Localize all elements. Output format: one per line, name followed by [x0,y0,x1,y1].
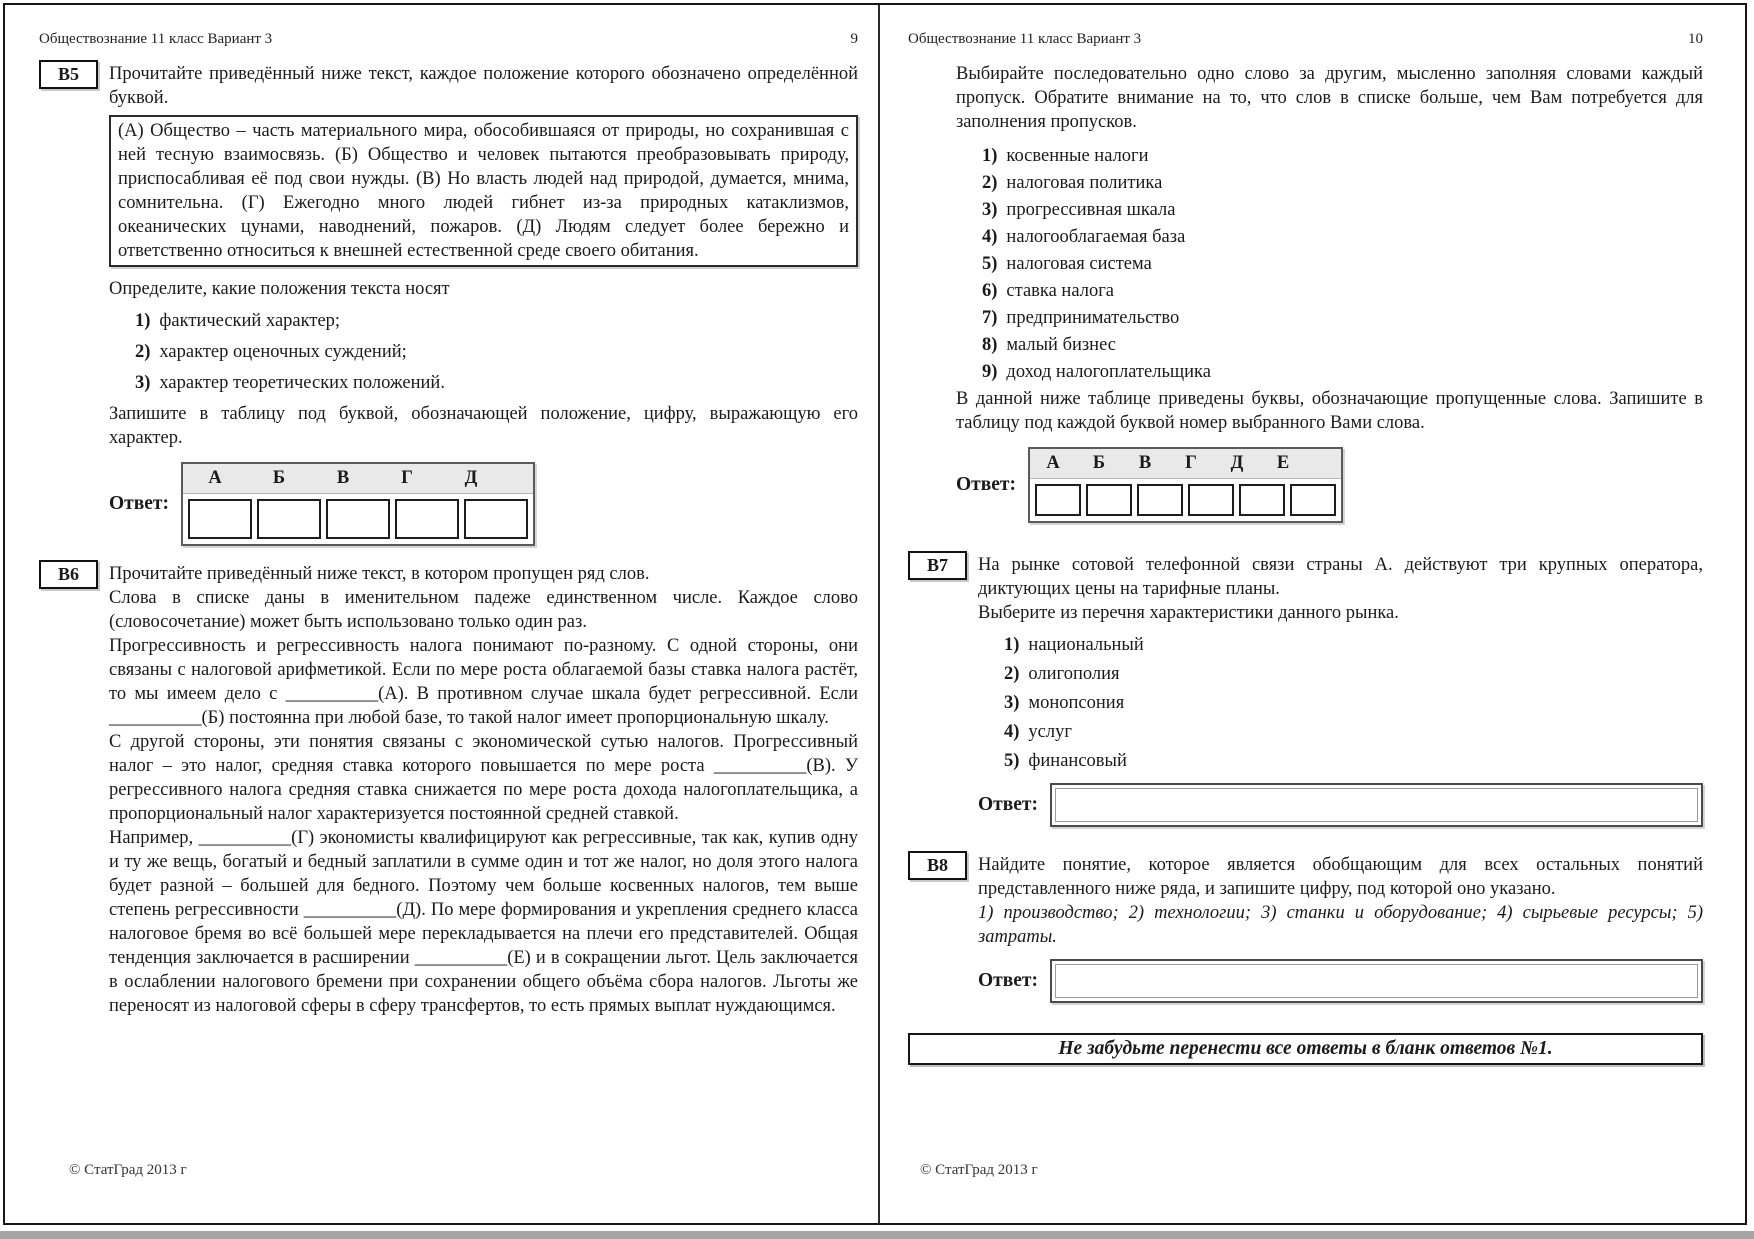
question-text: Прочитайте приведённый ниже текст, каждое положение которого обозначено определённой буквой. [109,64,858,108]
question-b6-body [109,562,858,1018]
option-text: налоговая политика [1006,173,1163,193]
passage-paragraph: Например, __________(Г) экономисты квалифицируют как регрессивные, так как, купив одну и ту же вещь, богатый и бедный заплатили в сумме один и тот же налог, но доля этого налога будет разной – большей для бедного. Поэтому чем больше косвенных налогов, тем выше степень регрессивности __________(Д). По мере формирования и укрепления среднего класса налоговое бремя во всё большей мере перекладывается на плечи его представителей. Общая тенденция заключается в расширении __________(Е) и в сокращении льгот. Цель заключается в ослаблении налогового бремени при сохранении общего объёма сбора налогов. Льготы же переносят из налоговой сферы в сферу трансфертов, то есть прямых выплат нуждающимся. [109,828,858,1016]
option-number: 8) [982,335,998,355]
option-number: 3) [135,373,151,393]
table-letter: Г [401,468,413,488]
option-number: 3) [982,200,998,220]
answer-row [978,959,1703,1003]
option-text: олигополия [1028,664,1120,684]
option-number: 2) [1004,664,1020,684]
question-text: Прочитайте приведённый ниже текст, в котором пропущен ряд слов. [109,564,650,584]
answer-table-cells [1030,479,1341,521]
question-badge-b5: В5 [39,60,98,89]
answer-cell [464,499,528,539]
page-9 [5,5,880,1223]
source-text-box: (А) Общество – часть материального мира, обособившаяся от природы, но сохранившая с ней тесную взаимосвязь. (Б) Общество и человек пытаются преобразовывать природу, приспосабливая её под свои нужды. (В) Но власть людей над природой, думается, мнима, сомнительна. (Г) Ежегодно много людей гибнет из-за природных катаклизмов, океанических цунами, наводнений, пожаров. (Д) Людям следует более бережно и ответственно относиться к внешней естественной среде своего обитания. [109,115,858,267]
option-number: 1) [135,311,151,331]
question-text: Выбирайте последовательно одно слово за другим, мысленно заполняя словами каждый пропуск. Обратите внимание на то, что слов в списке больше, чем Вам потребуется для заполнения пропусков. [956,64,1703,132]
option-list [978,633,1703,773]
list-item [1004,691,1703,715]
option-text: фактический характер; [159,311,341,331]
option-text: финансовый [1028,751,1127,771]
list-item [982,225,1703,249]
answer-row [978,783,1703,827]
answer-cell [326,499,390,539]
answer-label: Ответ: [978,794,1039,815]
option-text: услуг [1028,722,1072,742]
answer-table-header [1030,449,1341,479]
list-item [1004,749,1703,773]
question-b8 [908,853,1703,1003]
question-badge-b8: В8 [908,851,967,880]
list-item [1004,633,1703,657]
document-sheet [3,3,1747,1225]
list-item [135,371,858,395]
list-item [982,333,1703,357]
option-text: налоговая система [1006,254,1152,274]
option-text: косвенные налоги [1006,146,1149,166]
question-instruction: В данной ниже таблице приведены буквы, обозначающие пропущенные слова. Запишите в таблицу под каждой буквой номер выбранного Вами слова. [956,389,1703,433]
option-text: национальный [1028,635,1144,655]
answer-cell [1035,484,1081,516]
table-letter: Д [1230,453,1244,473]
option-text: монопсония [1028,693,1125,713]
question-text: На рынке сотовой телефонной связи страны А. действуют три крупных оператора, диктующих цены на тарифные планы. [978,555,1703,599]
option-text: ставка налога [1006,281,1114,301]
question-b6 [39,562,858,1018]
page-number: 9 [850,31,858,47]
list-item [982,279,1703,303]
option-number: 6) [982,281,998,301]
list-item [982,171,1703,195]
question-b5 [39,62,858,546]
option-number: 5) [982,254,998,274]
table-letter: А [208,468,222,488]
answer-cell [257,499,321,539]
scan-edge [0,1231,1754,1239]
option-number: 4) [1004,722,1020,742]
question-b6-continuation [956,62,1703,523]
option-text: характер теоретических положений. [159,373,445,393]
answer-box [1050,959,1703,1003]
question-b7 [908,553,1703,827]
option-text: характер оценочных суждений; [159,342,407,362]
list-item [982,360,1703,384]
option-text: налогооблагаемая база [1006,227,1186,247]
answer-cell [1137,484,1183,516]
answer-box-inner [1055,964,1698,998]
list-item [1004,720,1703,744]
option-number: 3) [1004,693,1020,713]
copyright-footer: © СтатГрад 2013 г [69,1162,187,1178]
answer-label: Ответ: [956,474,1017,495]
question-prompt: Определите, какие положения текста носят [109,279,450,299]
answer-row [109,462,858,546]
option-number: 2) [135,342,151,362]
passage-paragraph: Прогрессивность и регрессивность налога понимают по-разному. С одной стороны, они связаны с налоговой арифметикой. Если по мере роста облагаемой базы ставка налога растёт, то мы имеем дело с __________(А). В противном случае шкала будет регрессивной. Если __________(Б) постоянна при любой базе, то такой налог имеет пропорциональную шкалу. [109,636,858,728]
list-item [982,306,1703,330]
answer-box [1050,783,1703,827]
answer-label: Ответ: [109,493,170,514]
list-item [135,309,858,333]
answer-table-cells [183,494,533,544]
answer-table-header [183,464,533,494]
page-10 [880,5,1745,1223]
option-number: 2) [982,173,998,193]
table-letter: В [336,468,350,488]
answer-cell [1086,484,1132,516]
table-letter: Е [1276,453,1290,473]
copyright-footer: © СтатГрад 2013 г [920,1162,1038,1178]
page-number: 10 [1688,31,1703,47]
list-item [1004,662,1703,686]
option-number: 1) [1004,635,1020,655]
question-b5-body [109,62,858,546]
list-item [135,340,858,364]
passage-paragraph: С другой стороны, эти понятия связаны с экономической сутью налогов. Прогрессивный налог – это налог, средняя ставка которого повышается по мере роста __________(В). У регрессивного налога средняя ставка снижается по мере роста дохода налогоплательщика, а пропорциональный налог характеризуется постоянной средней ставкой. [109,732,858,824]
option-inline-list: 1) производство; 2) технологии; 3) станки и оборудование; 4) сырьевые ресурсы; 5) затраты. [978,903,1703,947]
answer-table [181,462,535,546]
option-text: предпринимательство [1006,308,1180,328]
question-badge-b6: В6 [39,560,98,589]
list-item [982,144,1703,168]
question-text: Слова в списке даны в именительном падеже единственном числе. Каждое слово (словосочетание) может быть использовано только один раз. [109,588,858,632]
option-number: 5) [1004,751,1020,771]
option-number: 4) [982,227,998,247]
header-title: Обществознание 11 класс Вариант 3 [39,31,273,47]
option-list [109,309,858,395]
option-number: 7) [982,308,998,328]
list-item [982,252,1703,276]
option-text: малый бизнес [1006,335,1116,355]
table-letter: Г [1185,453,1197,473]
reminder-banner: Не забудьте перенести все ответы в бланк ответов №1. [908,1033,1703,1065]
answer-cell [1188,484,1234,516]
word-list [956,144,1703,384]
header-title: Обществознание 11 класс Вариант 3 [908,31,1142,47]
option-number: 9) [982,362,998,382]
question-b8-body [978,853,1703,1003]
question-text: Найдите понятие, которое является обобщающим для всех остальных понятий представленного ниже ряда, и запишите цифру, под которой оно указано. [978,855,1703,899]
question-badge-b7: В7 [908,551,967,580]
table-letter: А [1046,453,1060,473]
answer-cell [188,499,252,539]
answer-cell [1239,484,1285,516]
question-instruction: Запишите в таблицу под буквой, обозначающей положение, цифру, выражающую его характер. [109,404,858,448]
option-number: 1) [982,146,998,166]
page-header [39,31,858,48]
question-text: Выберите из перечня характеристики данного рынка. [978,603,1399,623]
table-letter: Д [464,468,478,488]
answer-cell [395,499,459,539]
option-text: прогрессивная шкала [1006,200,1176,220]
answer-row [956,447,1703,523]
table-letter: Б [1092,453,1106,473]
list-item [982,198,1703,222]
answer-cell [1290,484,1336,516]
answer-box-inner [1055,788,1698,822]
table-letter: В [1138,453,1152,473]
page-header [908,31,1703,48]
table-letter: Б [272,468,286,488]
option-text: доход налогоплательщика [1006,362,1211,382]
question-b7-body [978,553,1703,827]
answer-label: Ответ: [978,970,1039,991]
answer-table [1028,447,1343,523]
